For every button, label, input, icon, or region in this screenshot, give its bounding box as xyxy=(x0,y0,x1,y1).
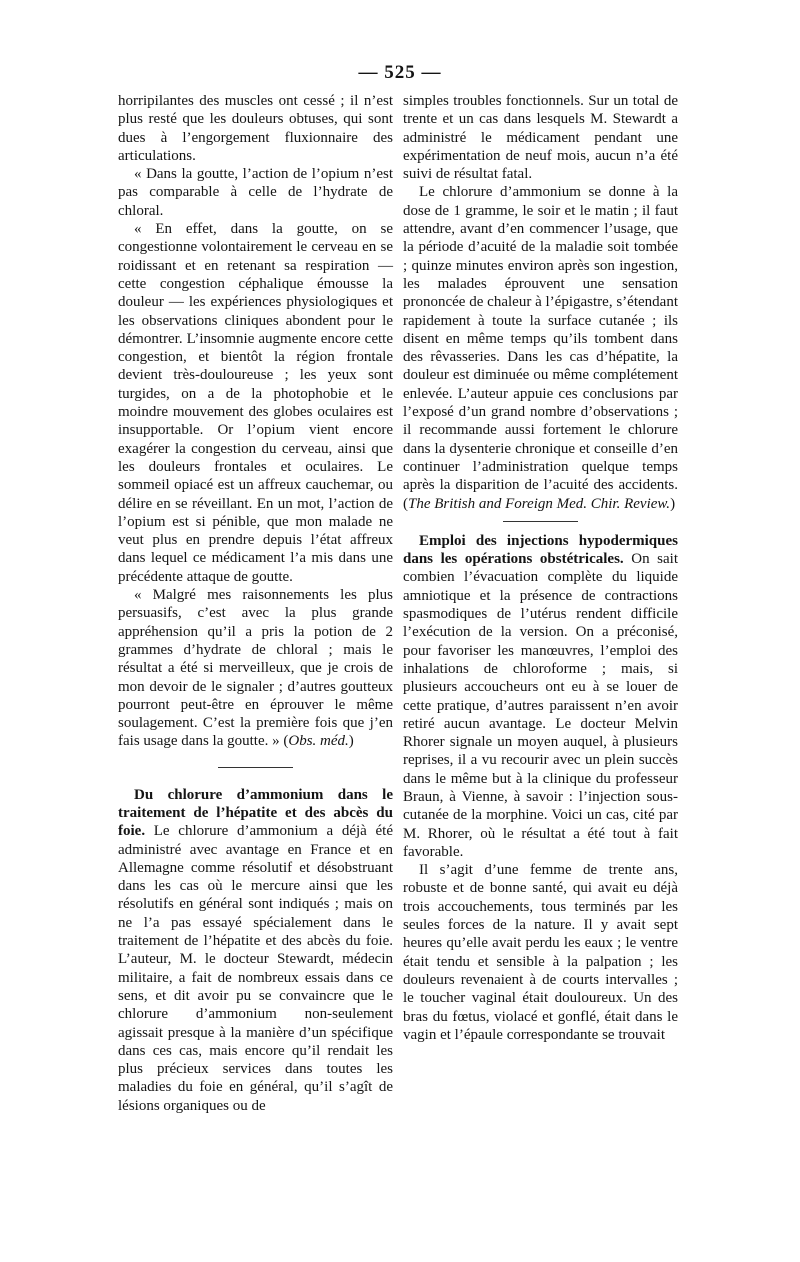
paragraph-text: ) xyxy=(670,495,676,512)
section-title: Du chlorure d’ammonium dans le traitement de l’hépatite et des abcès du foie. xyxy=(118,786,393,840)
source-citation: The British and Foreign Med. Chir. Review. xyxy=(408,495,671,512)
paragraph-text: Le chlorure d’ammonium se donne à la dose de 1 gramme, le soir et le matin ; il faut attendre, avant d’en commencer l’usage, que la période d’acuité de la maladie soit tombée ; quinze minutes environ après son ingestion, les malades éprouvent une sensation prononcée de chaleur à l’épigastre, s’étendant rapidement à toute la surface cutanée ; ils disent en même temps qu’ils tombent dans des rêvasseries. Dans les cas d’hépatite, la douleur est diminuée ou même complétement enlevée. L’auteur appuie ces conclusions par l’exposé d’un grand nombre d’observations ; il recommande aussi fortement le chlorure dans la dysenterie chronique et conseille d’en continuer l’administration quelque temps après la disparition de l’acuité des accidents. ( xyxy=(403,184,678,512)
section-paragraph xyxy=(403,532,678,861)
paragraph: horripilantes des muscles ont cessé ; il n’est plus resté que les douleurs obtuses, qui sont dues à l’engorgement fluxionnaire des articulations. xyxy=(118,93,393,164)
page-number: — 525 — xyxy=(358,62,442,83)
paragraph-text: ) xyxy=(348,733,354,750)
left-column xyxy=(118,92,393,1115)
paragraph xyxy=(118,586,393,751)
paragraph: « Dans la goutte, l’action de l’opium n’est pas comparable à celle de l’hydrate de chloral. xyxy=(118,166,393,219)
paragraph xyxy=(403,183,678,512)
source-citation: Obs. méd. xyxy=(288,733,349,750)
section-divider xyxy=(503,521,578,522)
section-divider xyxy=(218,767,293,768)
section-paragraph xyxy=(118,786,393,1115)
paragraph: « En effet, dans la goutte, on se congestionne volontairement le cerveau en se roidissant et en retenant sa respiration — cette congestion céphalique émousse la douleur — les expériences physiologiques et les observations cliniques abondent pour le démontrer. L’insomnie augmente encore cette congestion, et bientôt la région frontale devient très-douloureuse ; les yeux sont turgides, on a de la photophobie et le moindre mouvement des globes oculaires est insupportable. Or l’opium vient encore exagérer la congestion du cerveau, ainsi que les douleurs frontales et oculaires. Le sommeil opiacé est un affreux cauchemar, ou délire en se réveillant. En un mot, l’action de l’opium est si pénible, que mon malade ne veut plus en prendre depuis l’état affreux dans lequel ce médicament l’a mis dans une précédente attaque de goutte. xyxy=(118,221,393,585)
section-title: Emploi des injections hypodermiques dans les opérations obstétricales. xyxy=(403,532,678,568)
paragraph: Il s’agit d’une femme de trente ans, robuste et de bonne santé, qui avait eu déjà trois accouchements, tous terminés par les seules forces de la nature. Il y avait sept heures qu’elle avait perdu les eaux ; le ventre était tendu et sensible à la palpation ; les douleurs revenaient à de courts intervalles ; le toucher vaginal était douloureux. Un des bras du fœtus, violacé et gonflé, était dans le vagin et l’épaule correspondante se trouvait xyxy=(403,862,678,1043)
section-body: On sait combien l’évacuation complète du liquide amniotique et la présence de contractions spasmodiques de l’utérus rendent difficile l’exécution de la version. On a préconisé, pour favoriser les manœuvres, l’emploi des inhalations de chloroforme ; mais, si plusieurs accoucheurs ont eu à se louer de cette pratique, d’autres paraissent n’en avoir retiré aucun avantage. Le docteur Melvin Rhorer signale un moyen auquel, à plusieurs reprises, il a vu recourir avec un plein succès dans le même but à la clinique du professeur Braun, à Vienne, à savoir : l’injection sous-cutanée de la morphine. Voici un cas, cité par M. Rhorer, où le résultat a été tout à fait favorable. xyxy=(403,551,678,860)
paragraph-text: « Malgré mes raisonnements les plus persuasifs, c’est avec la plus grande appréhension qu’il a pris la potion de 2 grammes d’hydrate de chloral ; mais le résultat a été si merveilleux, que je crois de mon devoir de le signaler ; d’autres goutteux pourront peut-être en éprouver le même soulagement. C’est la première fois que j’en fais usage dans la goutte. » ( xyxy=(118,587,393,750)
right-column xyxy=(403,92,678,1044)
section-body: Le chlorure d’ammonium a déjà été administré avec avantage en France et en Allemagne comme résolutif et désobstruant dans les cas où le mercure ainsi que les résolutifs en général sont indiqués ; mais on ne l’a pas essayé spécialement dans le traitement de l’hépatite et des abcès du foie. L’auteur, M. le docteur Stewardt, médecin militaire, a fait de nombreux essais dans ce sens, et dit avoir pu se convaincre que le chlorure d’ammonium non-seulement agissait presque à la manière d’un spécifique dans ces cas, mais encore qu’il rendait les plus précieux services dans toutes les maladies du foie en général, qu’il s’agît de lésions organiques ou de xyxy=(118,823,393,1114)
paragraph: simples troubles fonctionnels. Sur un total de trente et un cas dans lesquels M. Stewardt a administré le médicament pendant une expérimentation de neuf mois, aucun n’a été suivi de résultat fatal. xyxy=(403,93,678,183)
